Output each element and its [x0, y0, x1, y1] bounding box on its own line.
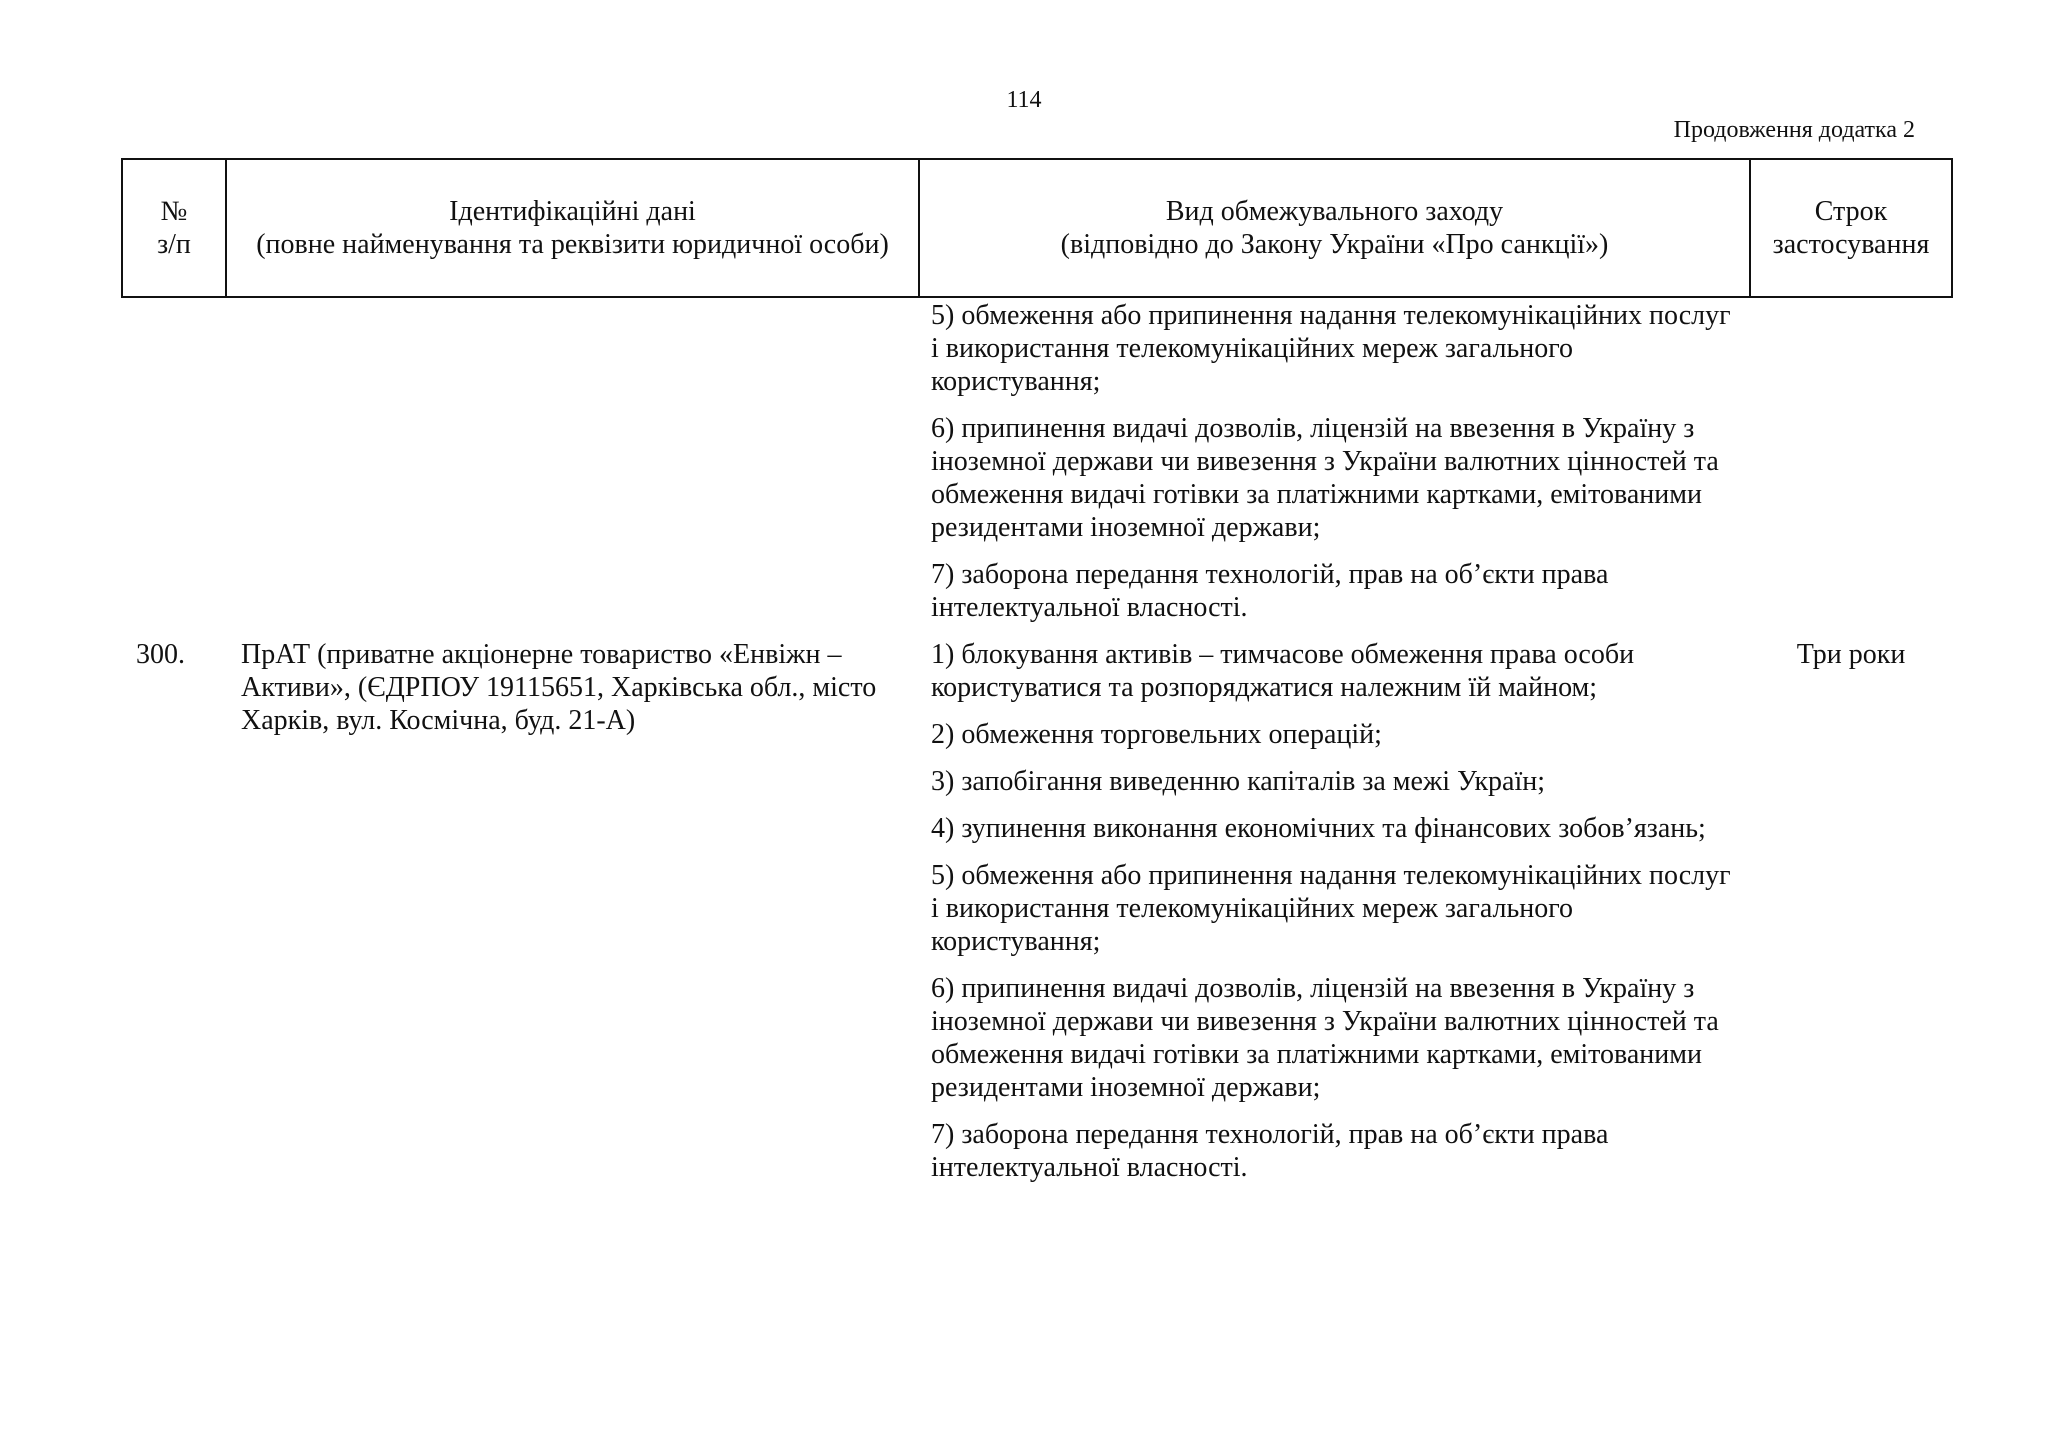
header-number-line-1: № [160, 196, 188, 227]
header-identification-line-2: (повне найменування та реквізити юридичної особи) [256, 229, 889, 260]
header-identification [226, 159, 919, 297]
header-term [1750, 159, 1952, 297]
list-item: 4) зупинення виконання економічних та фінансових зобов’язань; [931, 813, 1706, 844]
header-number [122, 159, 226, 297]
list-item: 7) заборона передання технологій, прав на об’єкти права інтелектуальної власності. [931, 559, 1609, 623]
list-item: 2) обмеження торговельних операцій; [931, 719, 1382, 750]
header-measure [919, 159, 1750, 297]
list-item: 5) обмеження або припинення надання телекомунікаційних послуг і використання телекомунікаційних мереж загального користування; [931, 300, 1731, 397]
header-term-line-2: застосування [1772, 229, 1930, 260]
cell-term-empty [1750, 297, 1952, 638]
table-row [122, 297, 1952, 638]
continuation-note: Продовження додатка 2 [1673, 117, 1915, 143]
table-header-row [122, 159, 1952, 297]
entry-term: Три роки [1796, 639, 1906, 670]
list-item: 6) припинення видачі дозволів, ліцензій на ввезення в Україну з іноземної держави чи вивезення з України валютних цінностей та обмеження видачі готівки за платіжними картками, емітованими резидентами іноземної держави; [931, 973, 1719, 1103]
list-item: 1) блокування активів – тимчасове обмеження права особи користуватися та розпоряджатися належним їй майном; [931, 639, 1635, 703]
header-term-line-1: Строк [1814, 196, 1888, 227]
header-measure-line-2: (відповідно до Закону України «Про санкції») [1060, 229, 1609, 260]
cell-identification-empty [226, 297, 919, 638]
cell-number-empty [122, 297, 226, 638]
sanctions-table [121, 158, 1953, 1184]
list-item: 6) припинення видачі дозволів, ліцензій на ввезення в Україну з іноземної держави чи вивезення з України валютних цінностей та обмеження видачі готівки за платіжними картками, емітованими резидентами іноземної держави; [931, 413, 1719, 543]
header-number-line-2: з/п [157, 229, 191, 260]
entry-measures [919, 638, 1750, 1184]
table-row [122, 638, 1952, 1184]
header-measure-line-1: Вид обмежувального заходу [1165, 196, 1504, 227]
page-number: 114 [1006, 87, 1042, 113]
entry-number: 300. [136, 639, 185, 670]
entry-identification: ПрАТ (приватне акціонерне товариство «Енвіжн – Активи», (ЄДРПОУ 19115651, Харківська обл., місто Харків, вул. Космічна, буд. 21-А) [241, 639, 877, 736]
header-identification-line-1: Ідентифікаційні дані [449, 196, 696, 227]
continuation-measure-list [931, 299, 1738, 624]
list-item: 5) обмеження або припинення надання телекомунікаційних послуг і використання телекомунікаційних мереж загального користування; [931, 860, 1731, 957]
list-item: 7) заборона передання технологій, прав на об’єкти права інтелектуальної власності. [931, 1119, 1609, 1183]
entry-measure-list [931, 638, 1738, 1184]
list-item: 3) запобігання виведенню капіталів за межі Україн; [931, 766, 1546, 797]
cell-continuation-measures [919, 297, 1750, 638]
